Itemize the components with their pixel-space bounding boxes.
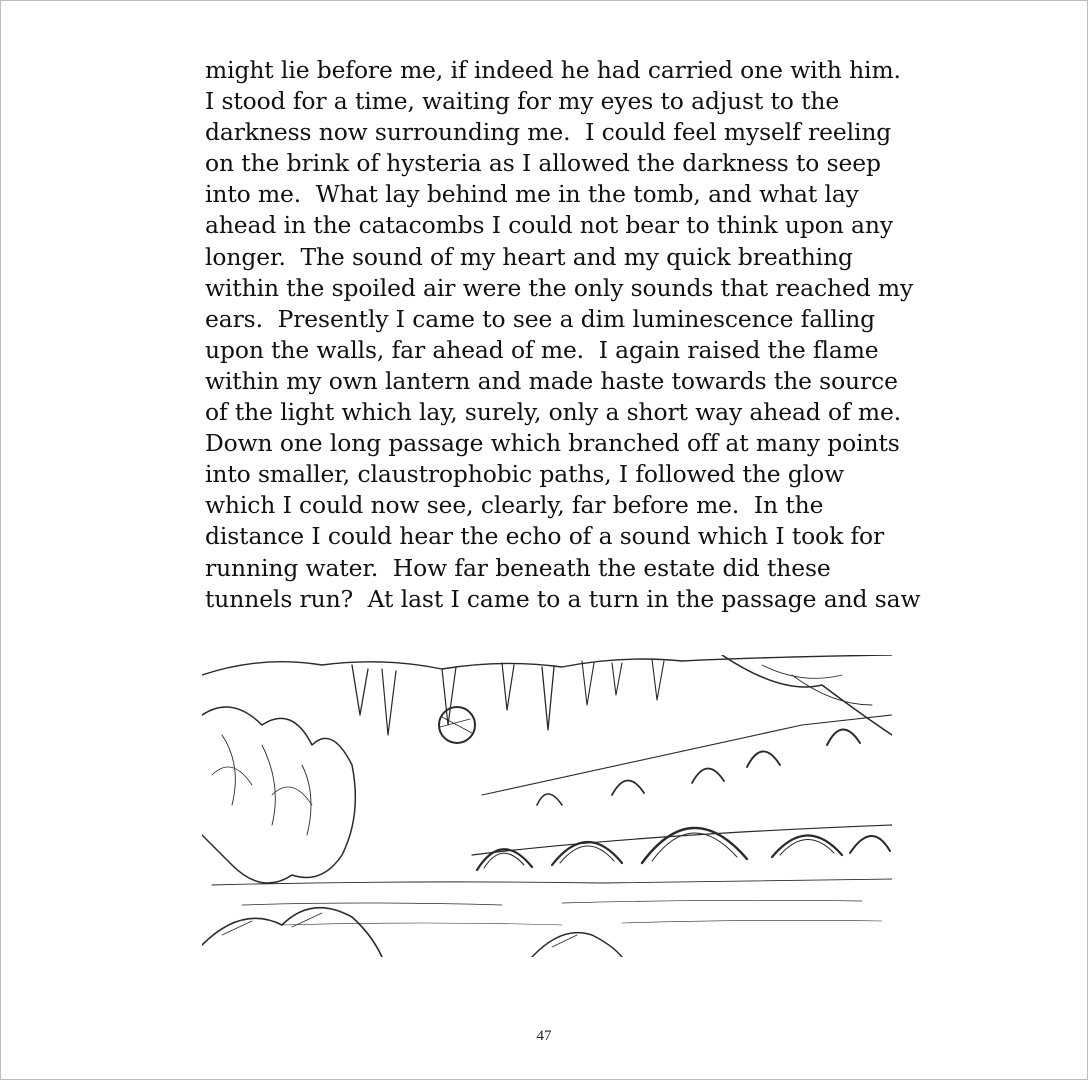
text-line: Down one long passage which branched off at many points xyxy=(205,429,900,458)
text-line: ahead in the catacombs I could not bear to think upon any xyxy=(205,211,893,240)
text-line: distance I could hear the echo of a sound which I took for xyxy=(205,522,885,551)
text-line: I stood for a time, waiting for my eyes to adjust to the xyxy=(205,87,840,116)
text-line: might lie before me, if indeed he had carried one with him. xyxy=(205,56,901,84)
body-text xyxy=(205,55,921,615)
text-line: within the spoiled air were the only sounds that reached my xyxy=(205,273,914,302)
text-line: longer. The sound of my heart and my quick breathing xyxy=(205,242,853,271)
text-line: on the brink of hysteria as I allowed the darkness to seep xyxy=(205,149,881,178)
text-line: darkness now surrounding me. I could feel myself reeling xyxy=(205,118,892,147)
text-line: within my own lantern and made haste towards the source xyxy=(205,366,898,395)
page-number: 47 xyxy=(536,1028,552,1044)
text-line: running water. How far beneath the estate did these xyxy=(205,553,831,582)
text-line: which I could now see, clearly, far before me. In the xyxy=(205,491,824,520)
text-line: ears. Presently I came to see a dim luminescence falling xyxy=(205,304,876,333)
text-line: tunnels run? At last I came to a turn in the passage and saw xyxy=(205,584,921,613)
text-line: of the light which lay, surely, only a short way ahead of me. xyxy=(205,398,902,427)
text-line: into me. What lay behind me in the tomb, and what lay xyxy=(205,180,859,209)
text-line: into smaller, claustrophobic paths, I followed the glow xyxy=(205,460,845,489)
text-line: upon the walls, far ahead of me. I again raised the flame xyxy=(205,335,879,364)
catacomb-sketch-illustration xyxy=(202,655,892,957)
